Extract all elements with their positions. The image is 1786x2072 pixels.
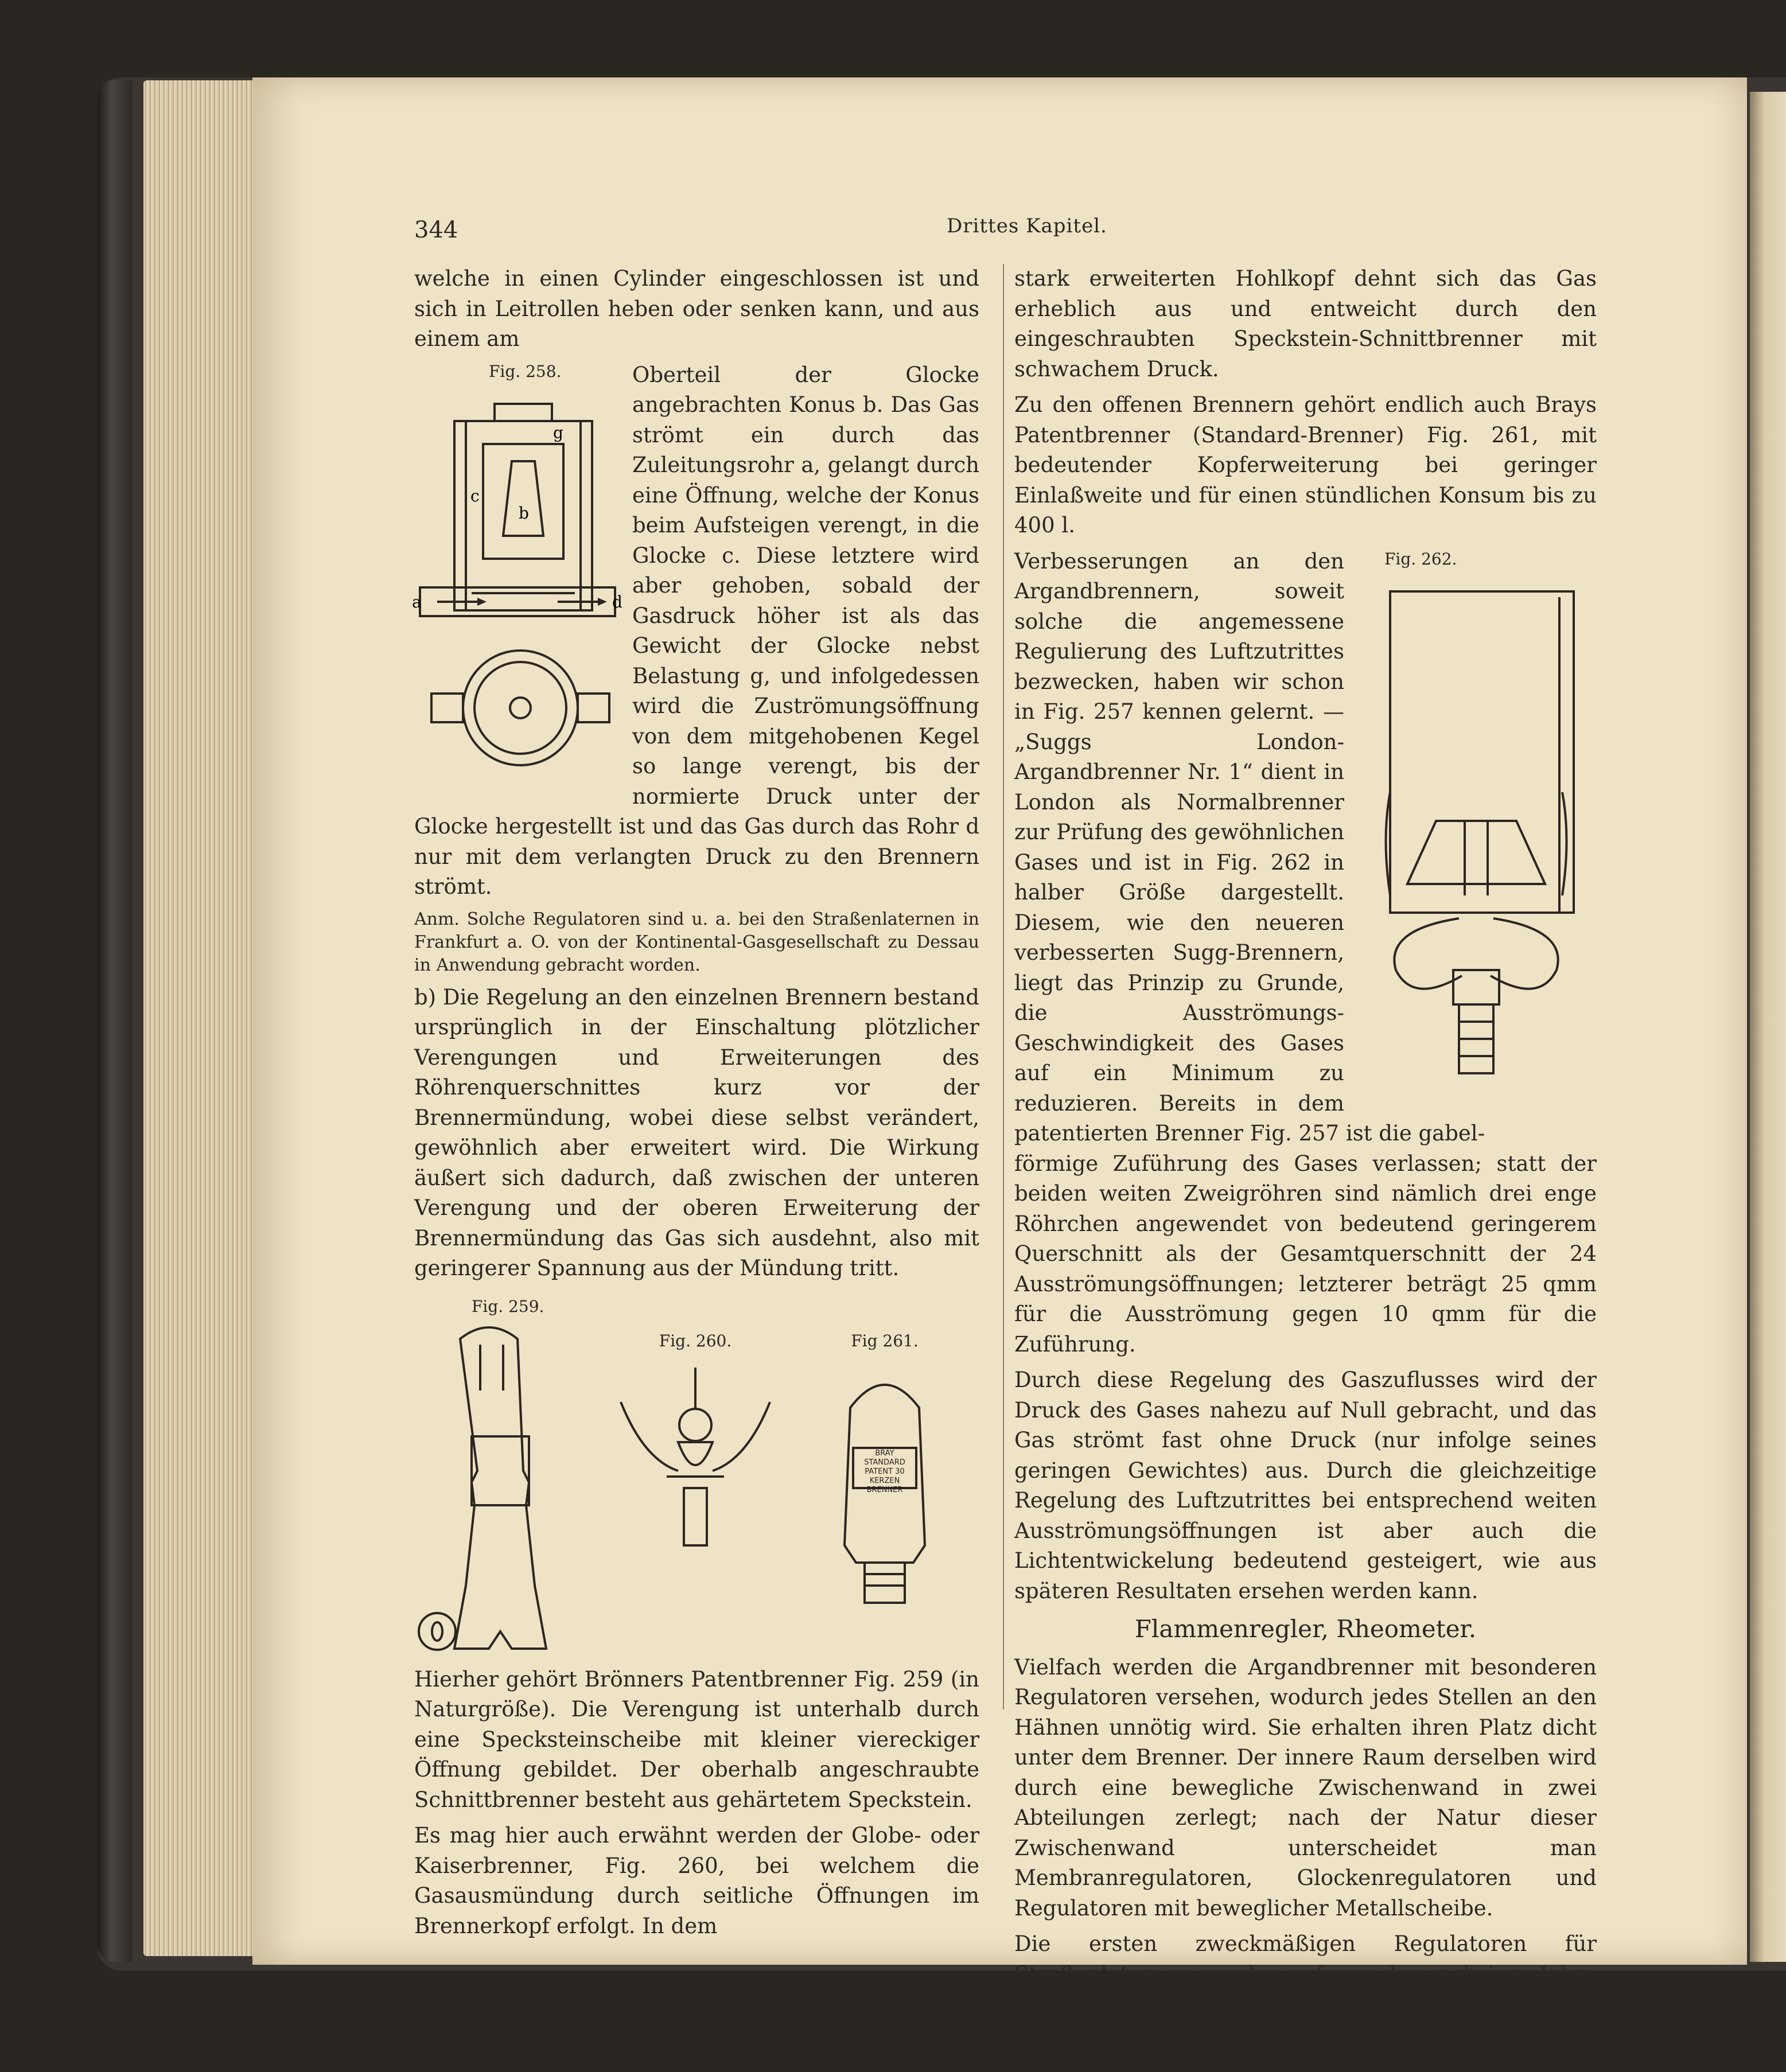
gas-regulator-drawing — [414, 387, 621, 811]
bray-burner-drawing — [810, 1356, 959, 1608]
figure-258 — [414, 357, 621, 804]
paragraph: Oberteil der Glocke angebrachten Konus b. Das Gas strömt ein durch das Zuleitungsrohr a, gelangt durch eine Öffnung, welche der Konus beim Aufsteigen verengt, in die Glocke c. Diese letztere wird aber gehoben, sobald der Gasdruck höher ist als das Gewicht der Glocke nebst Belastung g, und infolgedessen wird die Zuströmungsöffnung von dem mitgehobenen Kegel so lange verengt, bis der normierte Druck unter der Glocke hergestellt ist und das Gas durch das Rohr d nur mit dem verlangten Druck zu den Brennern strömt. — [414, 362, 979, 899]
page-number: 344 — [414, 217, 458, 243]
figure-caption: Fig. 260. — [659, 1331, 732, 1350]
paragraph: Verbesserungen an den Argandbrennern, soweit solche die angemessene Regulierung des Luftzutrittes bezwecken, haben wir schon in Fig. 257 kennen gelernt. — „Suggs London-Argandbrenner Nr. 1“ dient in London als Normalbrenner zur Prüfung des gewöhnlichen Gases und ist in Fig. 262 in halber Größe dargestellt. Diesem, wie den neueren verbesserten Sugg-Brennern, liegt das Prinzip zu Grunde, die Ausströmungs-Geschwindigkeit des Gases auf ein Minimum zu reduzieren. Bereits in dem patentierten Brenner Fig. 257 ist die gabel- — [1014, 548, 1485, 1146]
figure-259 — [414, 1292, 586, 1674]
figure-260 — [609, 1326, 781, 1583]
book-spine — [98, 80, 132, 1962]
page-header — [402, 207, 1601, 241]
figure-caption: Fig. 258. — [489, 361, 562, 381]
column-rule — [1003, 264, 1004, 1709]
paragraph: förmige Zuführung des Gases verlassen; statt der beiden weiten Zweigröhren sind nämlich drei enge Röhrchen angewendet von bedeutend geringerem Querschnitt als der Gesamtquerschnitt der 24 Ausströmungsöffnungen; letzterer beträgt 25 qmm für die Ausströmung gegen 10 qmm für die Zuführung. — [1014, 1151, 1597, 1357]
paragraph: Hierher gehört Brönners Patentbrenner Fig. 259 (in Naturgröße). Die Verengung ist unterhalb durch eine Specksteinscheibe mit kleiner viereckiger Öffnung gebildet. Der oberhalb angeschraubte Schnittbrenner besteht aus gehärtetem Speckstein. — [414, 1666, 979, 1812]
paragraph: Zu den offenen Brennern gehört endlich auch Brays Patentbrenner (Standard-Brenner) Fig. 261, mit bedeutender Kopferweiterung bei geringer Einlaßweite und für einen stündlichen Konsum bis zu 400 l. — [1014, 392, 1597, 538]
left-column — [414, 264, 979, 1947]
paragraph: Es mag hier auch erwähnt werden der Globe- oder Kaiserbrenner, Fig. 260, bei welchem die Gasausmündung durch seitliche Öffnungen im Brennerkopf erfolgt. In dem — [414, 1823, 979, 1938]
figure-row-259-261 — [414, 1292, 979, 1659]
fig-label-g: g — [553, 423, 563, 442]
bray-stamp: BRAY STANDARD PATENT 30 KERZEN BRENNER — [864, 1449, 905, 1494]
paragraph: Vielfach werden die Argandbrenner mit besonderen Regulatoren versehen, wodurch jedes Stellen an den Hähnen unnötig wird. Sie erhalten ihren Platz dicht unter dem Brenner. Der innere Raum derselben wird durch eine bewegliche Zwischenwand in zwei Abteilungen zerlegt; nach der Natur dieser Zwischenwand unterscheidet man Membranregulatoren, Glockenregulatoren und Regulatoren mit beweglicher Metallscheibe. — [1014, 1654, 1597, 1921]
fig-label-c: c — [470, 486, 480, 505]
figure-caption: Fig. 259. — [472, 1296, 544, 1316]
globe-burner-drawing — [609, 1356, 781, 1574]
section-heading: Flammenregler, Rheometer. — [1134, 1615, 1477, 1643]
figure-261 — [810, 1326, 959, 1617]
figure-caption: Fig. 262. — [1384, 549, 1457, 568]
paragraph: Die ersten zweckmäßigen Regulatoren für Straßenlaternen wurden anfangs der sechziger Jahre von W. Sugg in London eingeführt. Fig. 263 stellt einen Membranen- — [1014, 1931, 1597, 2047]
figure-caption: Fig 261. — [851, 1331, 919, 1350]
paragraph: stark erweiterten Hohlkopf dehnt sich das Gas erheblich aus und entweicht durch den eingeschraubten Speckstein-Schnittbrenner mit schwachem Druck. — [1014, 266, 1597, 381]
fig-label-b: b — [519, 504, 529, 523]
broenner-burner-drawing — [414, 1322, 586, 1666]
footnote: Anm. Solche Regulatoren sind u. a. bei den Straßenlaternen in Frankfurt a. O. von der Kontinental-Gasgesellschaft zu Dessau in Anwendung gebracht worden. — [414, 909, 979, 975]
paragraph: b) Die Regelung an den einzelnen Brennern bestand ursprünglich in der Einschaltung plötzlicher Verengungen und Erweiterungen des Röhrenquerschnittes kurz vor der Brennermündung, wobei diese selbst verändert, gewöhnlich aber erweitert wird. Die Wirkung äußert sich dadurch, daß zwischen der unteren Verengung und der oberen Erweiterung der Brennermündung das Gas sich ausdehnt, also mit geringerer Spannung aus der Mündung tritt. — [414, 984, 979, 1280]
fig-label-d: d — [612, 593, 622, 612]
sugg-argand-burner-drawing — [1356, 574, 1597, 1090]
right-column — [1014, 264, 1597, 2055]
paragraph: welche in einen Cylinder eingeschlossen ist und sich in Leitrollen heben oder senken kann, und aus einem am — [414, 266, 979, 351]
figure-262 — [1356, 544, 1597, 1089]
fig-label-a: a — [412, 593, 422, 612]
running-head: Drittes Kapitel. — [947, 215, 1107, 237]
paragraph: Durch diese Regelung des Gaszuflusses wird der Druck des Gases nahezu auf Null gebracht, und das Gas strömt fast ohne Druck (nur infolge seines geringen Gewichtes) aus. Durch die gleichzeitige Regelung des Luftzutrittes bei entsprechend weiten Ausströmungsöffnungen ist aber auch die Lichtentwickelung bedeutend gesteigert, wie aus späteren Resultaten ersehen werden kann. — [1014, 1368, 1597, 1603]
page-edges — [143, 80, 264, 1956]
facing-page-edge — [1750, 92, 1786, 1962]
page-content — [402, 207, 1601, 2047]
